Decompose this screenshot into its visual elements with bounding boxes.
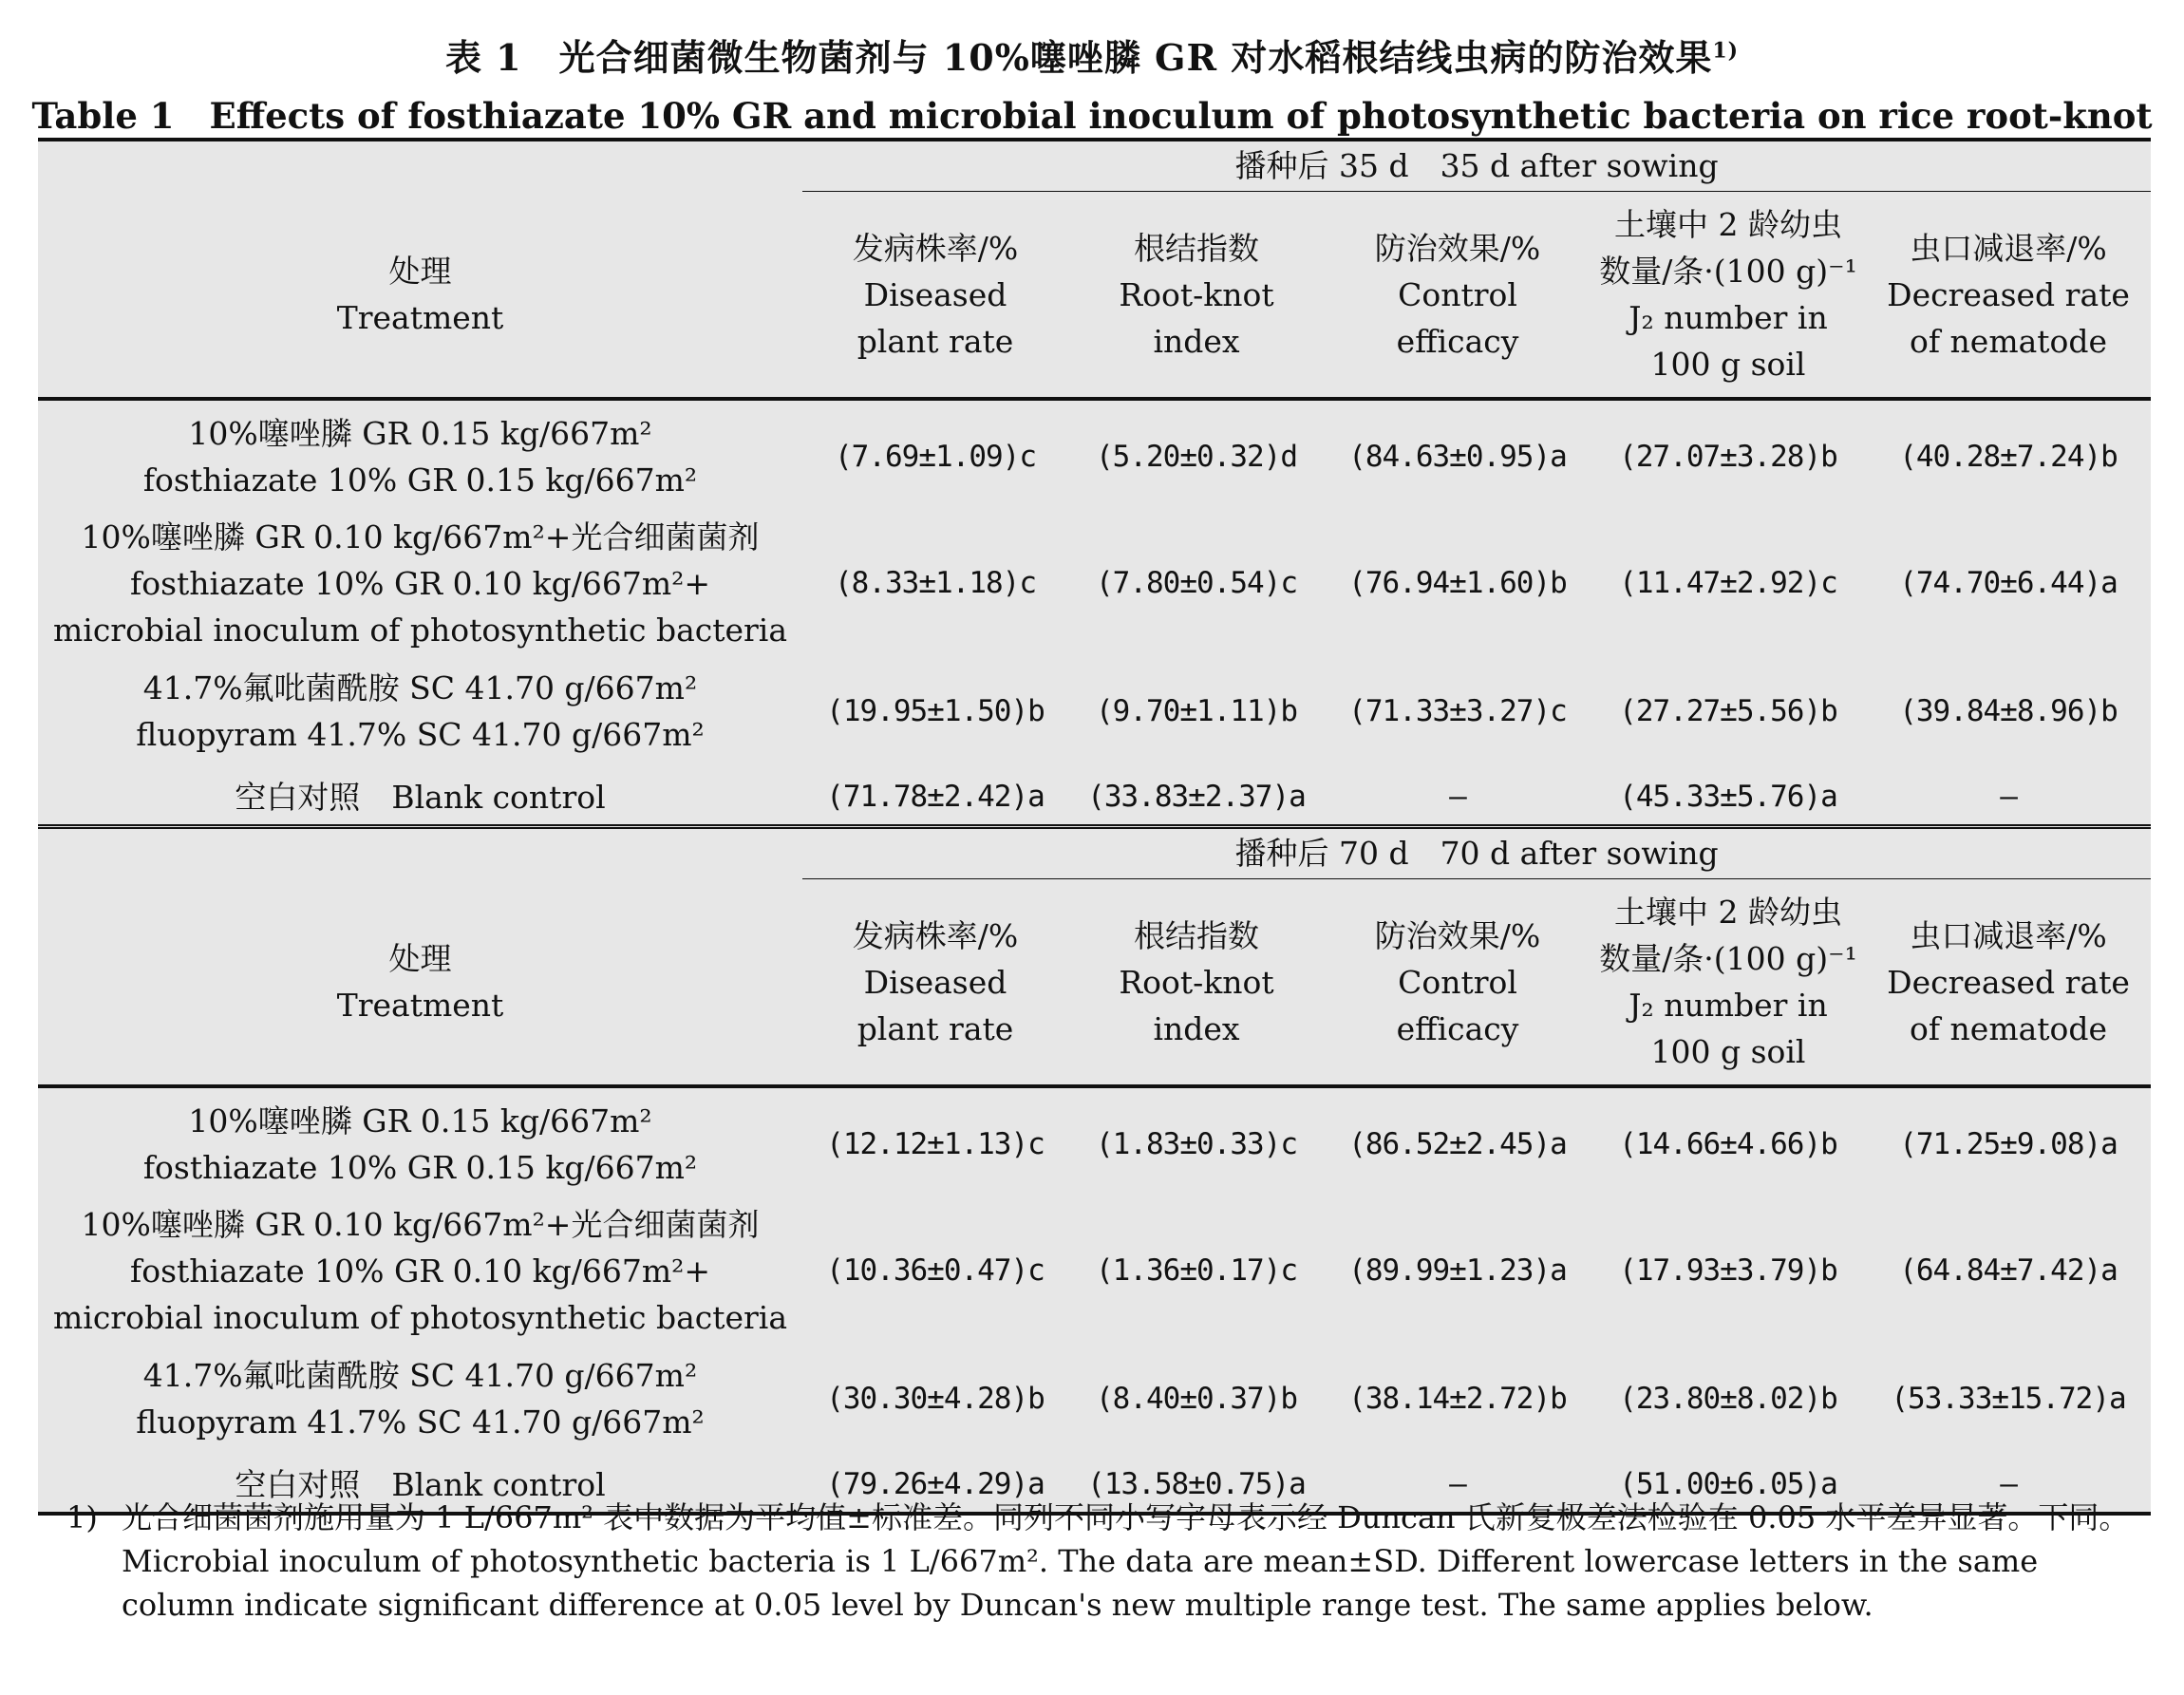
table-row xyxy=(38,399,2151,513)
treatment-line: fosthiazate 10% GR 0.15 kg/667m² xyxy=(142,1149,698,1186)
value-cell: (10.36±0.47)c xyxy=(826,1252,1045,1288)
value-cell: (12.12±1.13)c xyxy=(826,1126,1045,1161)
treatment-line: fosthiazate 10% GR 0.15 kg/667m² xyxy=(142,461,698,499)
section-70d xyxy=(38,827,2151,1515)
group-label: 播种后 35 d 35 d after sowing xyxy=(802,140,2151,192)
table-row xyxy=(38,513,2151,653)
treatment-cell xyxy=(38,1200,802,1341)
group-label: 播种后 70 d 70 d after sowing xyxy=(802,827,2151,879)
col-header-line: efficacy xyxy=(1396,322,1519,360)
value-cell: (45.33±5.76)a xyxy=(1591,769,1866,827)
footnote-cn: 光合细菌菌剂施用量为 1 L/667m² 表中数据为平均值±标准差。同列不同小写字母表示经 Duncan 氏新复极差法检验在 0.05 水平差异显著。下同。 xyxy=(122,1499,2130,1535)
treatment-header-cn: 处理 xyxy=(388,939,452,977)
value-cell: (8.33±1.18)c xyxy=(835,565,1036,600)
table-row xyxy=(38,769,2151,827)
col-header-line: 根结指数 xyxy=(1134,916,1259,954)
value-cell: (39.84±8.96)b xyxy=(1899,693,2118,728)
treatment-cell xyxy=(38,399,802,513)
col-header-line: of nematode xyxy=(1909,1009,2108,1047)
col-header-line: plant rate xyxy=(857,322,1014,360)
value-cell: (5.20±0.32)d xyxy=(1096,439,1297,474)
value-cell: (27.07±3.28)b xyxy=(1619,439,1837,474)
value-cell: (71.78±2.42)a xyxy=(802,769,1068,827)
value-cell: — xyxy=(1866,769,2151,827)
col-header-line: plant rate xyxy=(857,1009,1014,1047)
col-header-j2-number xyxy=(1591,192,1866,400)
treatment-header-en: Treatment xyxy=(336,986,504,1024)
treatment-cell xyxy=(38,1086,802,1200)
value-cell: (7.69±1.09)c xyxy=(835,439,1036,474)
col-header-j2-number xyxy=(1591,879,1866,1087)
value-cell: (11.47±2.92)c xyxy=(1619,565,1837,600)
value-cell: — xyxy=(1866,1457,2151,1514)
col-header-line: 100 g soil xyxy=(1650,1033,1806,1070)
col-header-line: 虫口减退率/% xyxy=(1910,916,2107,954)
col-header-line: Diseased xyxy=(863,963,1007,1001)
value-cell: (30.30±4.28)b xyxy=(826,1381,1045,1416)
column-header-row xyxy=(38,879,2151,1087)
column-header-row xyxy=(38,192,2151,400)
treatment-header xyxy=(38,879,802,1087)
value-cell: (89.99±1.23)a xyxy=(1348,1252,1567,1288)
treatment-header-spacer xyxy=(38,827,802,879)
title-cn-text: 表 1 光合细菌微生物菌剂与 10%噻唑膦 GR 对水稻根结线虫病的防治效果 xyxy=(444,36,1713,79)
value-cell: — xyxy=(1325,769,1591,827)
value-cell: (23.80±8.02)b xyxy=(1619,1381,1837,1416)
value-cell: (19.95±1.50)b xyxy=(826,693,1045,728)
col-header-root-knot-index xyxy=(1068,192,1325,400)
col-header-line: 发病株率/% xyxy=(852,916,1019,954)
value-cell: (51.00±6.05)a xyxy=(1591,1457,1866,1514)
col-header-line: 100 g soil xyxy=(1650,346,1806,383)
col-header-line: index xyxy=(1153,322,1240,360)
value-cell: (64.84±7.42)a xyxy=(1899,1252,2118,1288)
treatment-cell xyxy=(38,513,802,653)
col-header-line: 虫口减退率/% xyxy=(1910,229,2107,267)
treatment-line: 41.7%氟吡菌酰胺 SC 41.70 g/667m² xyxy=(142,1357,698,1394)
table-row xyxy=(38,1200,2151,1341)
value-cell: (71.25±9.08)a xyxy=(1899,1126,2118,1161)
footnote-body xyxy=(122,1496,2151,1627)
footnote-en: Microbial inoculum of photosynthetic bacteria is 1 L/667m². The data are mean±SD. Different lowercase letters in the same column indicate significant difference at 0.05 level by Duncan's new multiple range test. The same applies below. xyxy=(122,1543,2039,1623)
col-header-line: Control xyxy=(1398,963,1517,1001)
col-header-line: 数量/条·(100 g)⁻¹ xyxy=(1599,940,1857,977)
treatment-line: 空白对照 Blank control xyxy=(235,1465,606,1503)
value-cell: (1.83±0.33)c xyxy=(1096,1126,1297,1161)
col-header-line: Decreased rate xyxy=(1887,963,2130,1001)
treatment-line: 41.7%氟吡菌酰胺 SC 41.70 g/667m² xyxy=(142,669,698,706)
col-header-line: 数量/条·(100 g)⁻¹ xyxy=(1599,253,1857,290)
treatment-header-spacer xyxy=(38,140,802,192)
value-cell: (17.93±3.79)b xyxy=(1619,1252,1837,1288)
col-header-line: J₂ number in xyxy=(1629,299,1828,336)
value-cell: (74.70±6.44)a xyxy=(1899,565,2118,600)
col-header-line: Control xyxy=(1398,275,1517,313)
treatment-line: fosthiazate 10% GR 0.10 kg/667m²+ xyxy=(130,1252,710,1290)
table-row xyxy=(38,653,2151,769)
treatment-cell xyxy=(38,769,802,827)
treatment-line: fluopyram 41.7% SC 41.70 g/667m² xyxy=(136,716,705,753)
col-header-line: of nematode xyxy=(1909,322,2108,360)
table-row xyxy=(38,1341,2151,1457)
value-cell: (79.26±4.29)a xyxy=(802,1457,1068,1514)
treatment-line: fosthiazate 10% GR 0.10 kg/667m²+ xyxy=(130,564,710,602)
title-footnote-ref: 1) xyxy=(1712,38,1740,64)
table-row xyxy=(38,1086,2151,1200)
value-cell: (27.27±5.56)b xyxy=(1619,693,1837,728)
table-title-cn xyxy=(0,28,2184,81)
treatment-line: 空白对照 Blank control xyxy=(235,778,606,816)
col-header-line: Diseased xyxy=(863,275,1007,313)
col-header-line: 土壤中 2 龄幼虫 xyxy=(1614,206,1842,243)
value-cell: (71.33±3.27)c xyxy=(1348,693,1567,728)
value-cell: (40.28±7.24)b xyxy=(1899,439,2118,474)
col-header-root-knot-index xyxy=(1068,879,1325,1087)
col-header-control-efficacy xyxy=(1325,879,1591,1087)
treatment-line: 10%噻唑膦 GR 0.10 kg/667m²+光合细菌菌剂 xyxy=(81,518,760,556)
treatment-header-cn: 处理 xyxy=(388,252,452,290)
treatment-header xyxy=(38,192,802,400)
value-cell: (84.63±0.95)a xyxy=(1348,439,1567,474)
treatment-line: fluopyram 41.7% SC 41.70 g/667m² xyxy=(136,1403,705,1441)
col-header-line: Decreased rate xyxy=(1887,275,2130,313)
col-header-line: 防治效果/% xyxy=(1374,916,1541,954)
section-35d xyxy=(38,140,2151,827)
treatment-header-en: Treatment xyxy=(336,298,504,336)
col-header-line: Root-knot xyxy=(1119,275,1274,313)
value-cell: (38.14±2.72)b xyxy=(1348,1381,1567,1416)
col-header-line: Root-knot xyxy=(1119,963,1274,1001)
treatment-line: 10%噻唑膦 GR 0.10 kg/667m²+光合细菌菌剂 xyxy=(81,1205,760,1243)
value-cell: (1.36±0.17)c xyxy=(1096,1252,1297,1288)
results-table xyxy=(38,138,2151,1516)
col-header-line: 土壤中 2 龄幼虫 xyxy=(1614,894,1842,931)
col-header-line: index xyxy=(1153,1009,1240,1047)
col-header-decreased-rate xyxy=(1866,879,2151,1087)
group-header-row xyxy=(38,140,2151,192)
col-header-diseased-rate xyxy=(802,879,1068,1087)
value-cell: (7.80±0.54)c xyxy=(1096,565,1297,600)
value-cell: (13.58±0.75)a xyxy=(1068,1457,1325,1514)
value-cell: (86.52±2.45)a xyxy=(1348,1126,1567,1161)
treatment-cell xyxy=(38,653,802,769)
col-header-line: J₂ number in xyxy=(1629,987,1828,1024)
value-cell: (9.70±1.11)b xyxy=(1096,693,1297,728)
col-header-line: efficacy xyxy=(1396,1009,1519,1047)
treatment-line: microbial inoculum of photosynthetic bacteria xyxy=(52,611,788,649)
value-cell: (76.94±1.60)b xyxy=(1348,565,1567,600)
value-cell: (14.66±4.66)b xyxy=(1619,1126,1837,1161)
results-table-block xyxy=(38,138,2151,1516)
col-header-control-efficacy xyxy=(1325,192,1591,400)
treatment-line: microbial inoculum of photosynthetic bacteria xyxy=(52,1298,788,1336)
value-cell: (33.83±2.37)a xyxy=(1068,769,1325,827)
treatment-line: 10%噻唑膦 GR 0.15 kg/667m² xyxy=(188,1102,652,1139)
col-header-diseased-rate xyxy=(802,192,1068,400)
table-title-en: Table 1 Effects of fosthiazate 10% GR and microbial inoculum of photosynthetic bacteria on rice root-knot xyxy=(31,95,2153,137)
group-header-row xyxy=(38,827,2151,879)
value-cell: (53.33±15.72)a xyxy=(1891,1381,2126,1416)
col-header-decreased-rate xyxy=(1866,192,2151,400)
footnote-number: 1) xyxy=(66,1499,98,1535)
table-footnote xyxy=(66,1496,2151,1627)
col-header-line: 防治效果/% xyxy=(1374,229,1541,267)
col-header-line: 发病株率/% xyxy=(852,229,1019,267)
value-cell: — xyxy=(1325,1457,1591,1514)
col-header-line: 根结指数 xyxy=(1134,229,1259,267)
value-cell: (8.40±0.37)b xyxy=(1096,1381,1297,1416)
treatment-line: 10%噻唑膦 GR 0.15 kg/667m² xyxy=(188,415,652,452)
treatment-cell xyxy=(38,1341,802,1457)
